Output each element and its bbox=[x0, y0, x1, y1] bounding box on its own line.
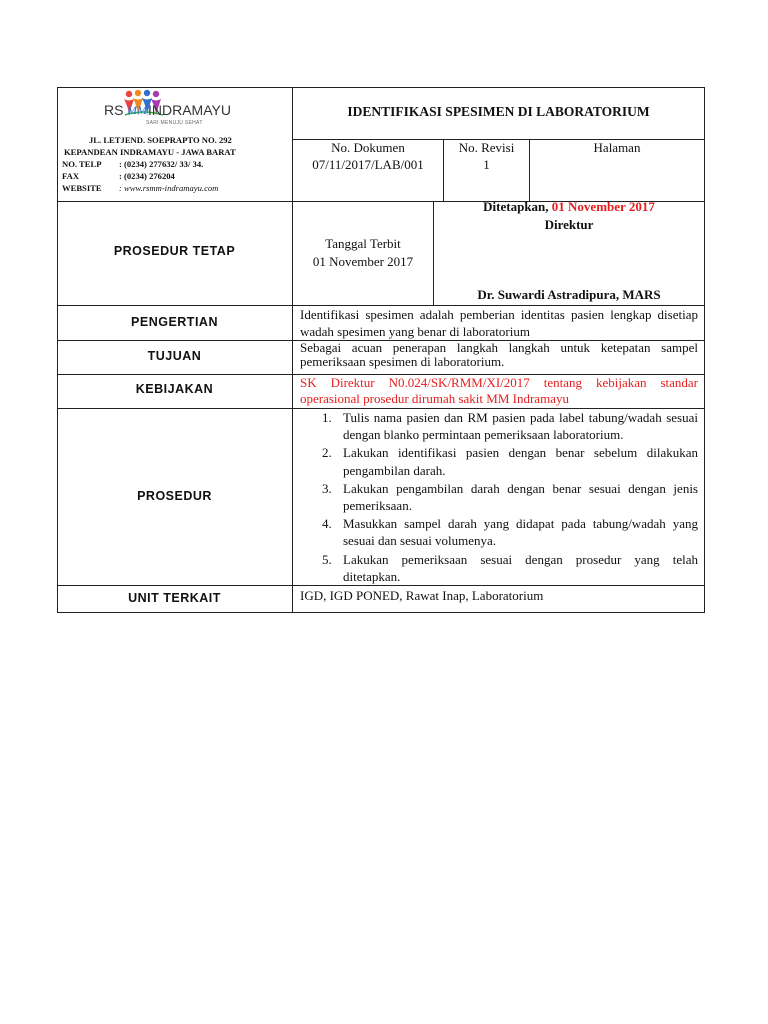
address-fax bbox=[62, 170, 288, 182]
tanggal-terbit-value: 01 November 2017 bbox=[312, 254, 414, 269]
step-number: 3. bbox=[322, 480, 332, 496]
step-number: 4. bbox=[322, 516, 332, 532]
step-number: 1. bbox=[322, 410, 332, 425]
step-number: 5. bbox=[322, 551, 332, 567]
address-line2: KEPANDEAN INDRAMAYU - JAWA BARAT bbox=[64, 147, 236, 157]
table-border-right bbox=[704, 87, 705, 613]
hospital-logo bbox=[100, 89, 290, 131]
revisi-value: 1 bbox=[483, 157, 490, 172]
unit-terkait-text: IGD, IGD PONED, Rawat Inap, Laboratorium bbox=[300, 588, 544, 603]
kebijakan-label: KEBIJAKAN bbox=[135, 382, 214, 396]
doc-number-label: No. Dokumen bbox=[331, 140, 405, 155]
step-text: Lakukan pemeriksaan sesuai dengan prosedur yang telah ditetapkan. bbox=[343, 551, 698, 584]
revisi-label: No. Revisi bbox=[458, 140, 515, 155]
hospital-address bbox=[62, 134, 288, 194]
ditetapkan-date: 01 November 2017 bbox=[551, 199, 655, 214]
step-text: Masukkan sampel darah yang didapat pada tabung/wadah yang sesuai dan sesuai volumenya. bbox=[343, 516, 698, 549]
step-text: Lakukan pengambilan darah dengan benar sesuai dengan jenis pemeriksaan. bbox=[343, 480, 698, 514]
address-telp bbox=[62, 158, 288, 170]
table-border-top bbox=[57, 87, 705, 88]
sop-document bbox=[57, 87, 705, 613]
unit-terkait-label: UNIT TERKAIT bbox=[128, 591, 221, 605]
ditetapkan-label: Ditetapkan, bbox=[483, 199, 549, 214]
halaman-label: Halaman bbox=[593, 140, 641, 155]
table-border-bottom bbox=[57, 612, 705, 613]
logo-name: INDRAMAYU bbox=[148, 102, 231, 118]
director-name: Dr. Suwardi Astradipura, MARS bbox=[477, 287, 661, 302]
prosedur-step bbox=[300, 551, 698, 586]
tujuan-text: Sebagai acuan penerapan langkah langkah untuk ketepatan sampel pemeriksaan spesimen di laboratorium. bbox=[300, 340, 698, 369]
kebijakan-text: SK Direktur N0.024/SK/RMM/XI/2017 tentang kebijakan standar operasional prosedur dirumah sakit MM Indramayu bbox=[300, 375, 698, 406]
prosedur-step bbox=[300, 480, 698, 515]
director-title: Direktur bbox=[544, 217, 594, 232]
step-text: Tulis nama pasien dan RM pasien pada label tabung/wadah sesuai dengan blanko permintaan pemeriksaan laboratorium. bbox=[343, 410, 698, 443]
telp-value: : (0234) 277632/ 33/ 34. bbox=[119, 159, 204, 169]
logo-mm: MM bbox=[127, 103, 147, 117]
prosedur-label: PROSEDUR bbox=[137, 489, 212, 503]
fax-label: FAX bbox=[62, 171, 80, 181]
step-text: Lakukan identifikasi pasien dengan benar sebelum dilakukan pengambilan darah. bbox=[343, 445, 698, 478]
document-title: IDENTIFIKASI SPESIMEN DI LABORATORIUM bbox=[347, 104, 650, 119]
pengertian-text: Identifikasi spesimen adalah pemberian identitas pasien lengkap disetiap wadah spesimen yang benar di laboratorium bbox=[300, 307, 698, 339]
fax-value: : (0234) 276204 bbox=[119, 171, 175, 181]
logo-prefix: RS bbox=[104, 102, 124, 118]
tujuan-label: TUJUAN bbox=[147, 349, 202, 363]
prosedur-step bbox=[300, 444, 698, 479]
pengertian-label: PENGERTIAN bbox=[131, 315, 218, 329]
step-number: 2. bbox=[322, 445, 332, 461]
prosedur-step bbox=[300, 515, 698, 550]
logo-tagline: SARI MENUJU SEHAT bbox=[146, 120, 203, 126]
prosedur-tetap-label: PROSEDUR TETAP bbox=[113, 244, 236, 258]
tanggal-terbit-label: Tanggal Terbit bbox=[325, 236, 401, 251]
prosedur-steps bbox=[300, 409, 698, 586]
doc-number-value: 07/11/2017/LAB/001 bbox=[312, 157, 424, 172]
website-value: : www.rsmm-indramayu.com bbox=[119, 183, 219, 193]
address-website bbox=[62, 182, 288, 194]
website-label: WEBSITE bbox=[62, 183, 102, 193]
prosedur-step bbox=[300, 409, 698, 444]
telp-label: NO. TELP bbox=[62, 159, 102, 169]
ditetapkan-line bbox=[434, 199, 704, 215]
address-line1: JL. LETJEND. SOEPRAPTO NO. 292 bbox=[89, 135, 232, 145]
